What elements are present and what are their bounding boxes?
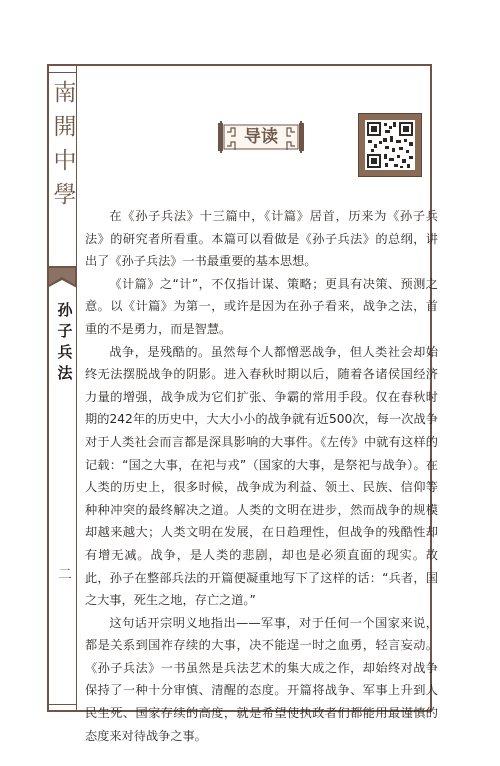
- series-title: [52, 76, 78, 212]
- article-body: [85, 205, 438, 747]
- section-heading: [218, 120, 304, 154]
- section-tab-icon: [47, 266, 79, 292]
- qr-code-panel: [358, 113, 422, 177]
- frame-top-line: [47, 64, 432, 66]
- book-title-char: 子: [57, 322, 73, 340]
- frame-left-line: [47, 64, 49, 712]
- sidebar-tick-top: [47, 72, 77, 73]
- qr-code-icon: [359, 114, 421, 176]
- book-title-char: 兵: [57, 343, 73, 361]
- series-title-char: 開: [53, 114, 77, 140]
- book-title-char: 孙: [57, 301, 73, 319]
- heading-title: 导读: [244, 127, 278, 147]
- series-title-char: 學: [53, 182, 77, 208]
- paragraph: 《计篇》之“计”，不仅指计谋、策略；更具有决策、预测之意。以《计篇》为第一，或许是因为在孙子看来，战争之法，首重的不是勇力，而是智慧。: [85, 276, 438, 336]
- sidebar-tick-bottom: [47, 704, 77, 705]
- paragraph: 这句话开宗明义地指出——军事，对于任何一个国家来说，都是关系到国祚存续的大事，决不能逞一时之血勇，轻言妄动。《孙子兵法》一书虽然是兵法艺术的集大成之作，却始终对战争保持了一种十分审慎、清醒的态度。开篇将战争、军事上升到人民生死、国家存续的高度，就是希望使执政者们都能用最谨慎的态度来对待战争之事。: [85, 615, 438, 743]
- book-title: [52, 300, 78, 384]
- paragraph: 战争，是残酷的。虽然每个人都憎恶战争，但人类社会却始终无法摆脱战争的阴影。进入春秋时期以后，随着各诸侯国经济力量的增强，战争成为它们扩张、争霸的常用手段。仅在春秋时期的242年的历史中，大大小小的战争就有近500次，每一次战争对于人类社会而言都是深具影响的大事件。《左传》中就有这样的记载：“国之大事，在祀与戎”（国家的大事，是祭祀与战争）。在人类的历史上，很多时候，战争成为利益、领土、民族、信仰等种种冲突的最终解决之道。人类的文明在进步，然而战争的规模却越来越大；人类文明在发展，在日趋理性，但战争的残酷性却有增无减。战争，是人类的悲剧，却也是必须直面的现实。故此，孙子在整部兵法的开篇便凝重地写下了这样的话：“兵者，国之大事，死生之地，存亡之道。”: [85, 344, 438, 608]
- series-title-char: 中: [53, 148, 77, 174]
- page-number: 二: [58, 567, 72, 583]
- paragraph: 在《孙子兵法》十三篇中，《计篇》居首，历来为《孙子兵法》的研究者所看重。本篇可以看做是《孙子兵法》的总纲，讲出了《孙子兵法》一书最重要的基本思想。: [85, 209, 438, 269]
- series-title-char: 南: [53, 80, 77, 106]
- book-title-char: 法: [57, 364, 73, 382]
